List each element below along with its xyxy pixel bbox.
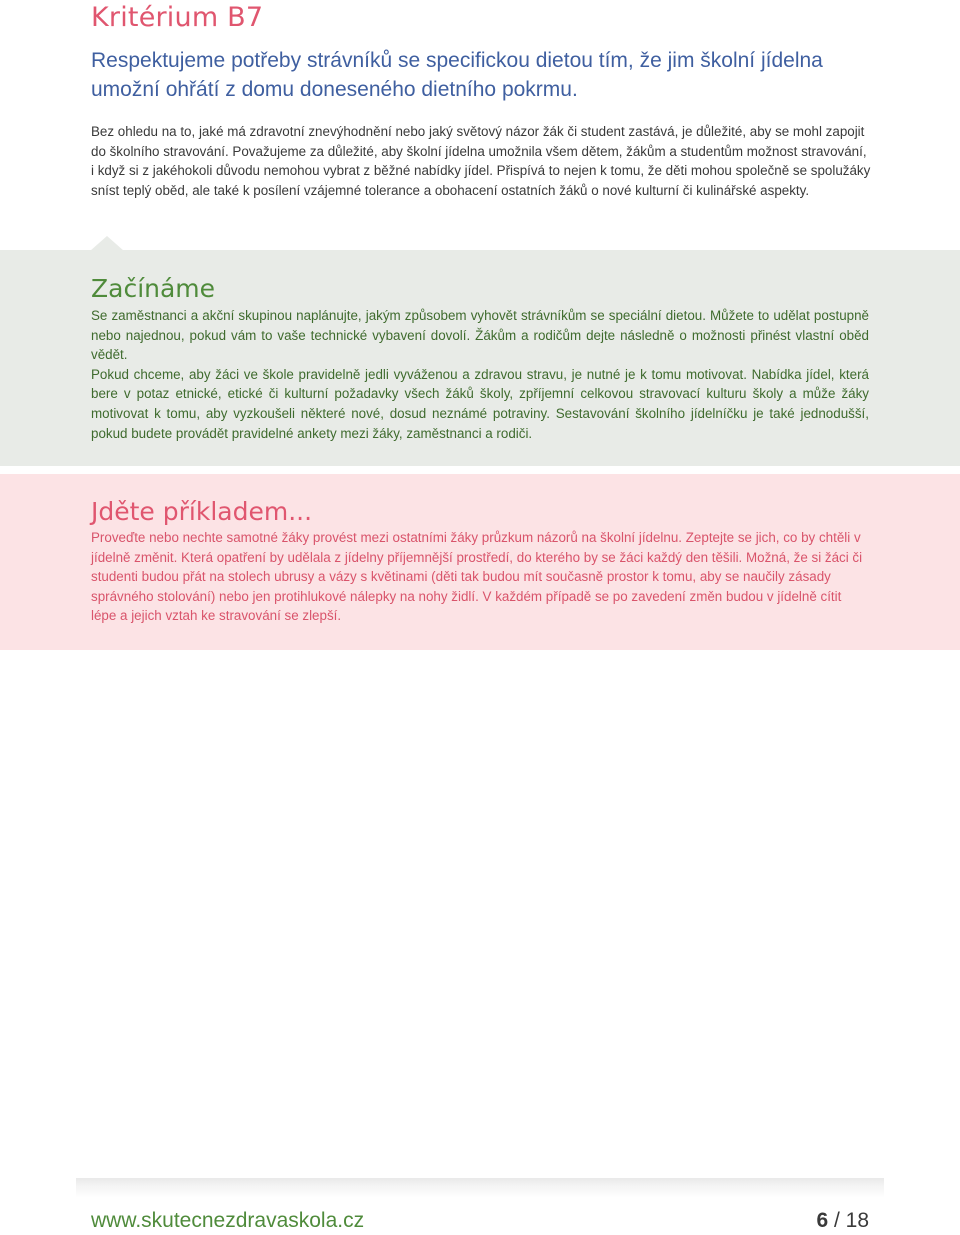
example-section-paragraph: Proveďte nebo nechte samotné žáky provést mezi ostatními žáky průzkum názorů na školní jídelnu. Zeptejte se jich, co by chtěli v jídelně změnit. Která opatření by udělala z jídelny příjemnější prostředí, do kterého by se žáci každý den těšili. Možná, že si žáci či studenti budou přát na stolech ubrusy a vázy s květinami (děti tak budou mít současně prostor k tomu, aby se naučily zásady správného stolování) nebo jen protihlukové nálepky na nohy židlí. V každém případě se po zavedení změn budou v jídelně cítit lépe a jejich vztah ke stravování se zlepší.	[91, 530, 863, 624]
section-pointer-notch	[90, 236, 124, 251]
page-separator: /	[828, 1209, 846, 1232]
example-section-heading: Jděte příkladem...	[91, 497, 313, 526]
page-number	[816, 1207, 869, 1235]
start-section-paragraph-1: Se zaměstnanci a akční skupinou naplánujte, jakým způsobem vyhovět strávníkům se speciální dietou. Můžete to udělat postupně nebo najednou, pokud vám to vaše technické vybavení dovolí. Žákům a rodičům dejte následně o možnosti přinést vlastní oběd vědět.	[91, 308, 869, 363]
footer-website-link[interactable]: www.skutecnezdravaskola.cz	[91, 1209, 365, 1232]
page-title: Kritérium B7	[91, 2, 264, 33]
total-pages: 18	[845, 1209, 869, 1232]
start-section-paragraph-2: Pokud chceme, aby žáci ve škole pravidelně jedli vyváženou a zdravou stravu, je nutné je k tomu motivovat. Nabídka jídel, která bere v potaz etnické, etické či kulturní požadavky všech žáků školy, zpříjemní celkovou stravovací kulturu školy a může žáky motivovat k tomu, aby vyzkoušeli některé nové, dosud neznámé potraviny. Sestavování školního jídelníčku je také jednodušší, pokud budete provádět pravidelné ankety mezi žáky, zaměstnanci a rodiči.	[91, 366, 869, 441]
current-page-number: 6	[816, 1209, 829, 1232]
start-section-body	[91, 306, 869, 443]
start-section-heading: Začínáme	[91, 274, 216, 303]
criterion-statement: Respektujeme potřeby strávníků se specifickou dietou tím, že jim školní jídelna umožní ohřátí z domu doneseného dietního pokrmu.	[91, 49, 823, 101]
intro-paragraph: Bez ohledu na to, jaké má zdravotní znevýhodnění nebo jaký světový názor žák či student zastává, je důležité, aby se mohl zapojit do školního stravování. Považujeme za důležité, aby školní jídelna umožnila všem dětem, žákům a studentům možnost stravování, i když si z jakéhokoli důvodu nemohou vybrat z běžné nabídky jídel. Přispívá to nejen k tomu, že děti mohou společně se spolužáky sníst teplý oběd, ale také k posílení vzájemné tolerance a obohacení ostatních žáků o nové kulturní či kulinářské aspekty.	[91, 124, 871, 198]
footer-divider	[76, 1178, 884, 1198]
